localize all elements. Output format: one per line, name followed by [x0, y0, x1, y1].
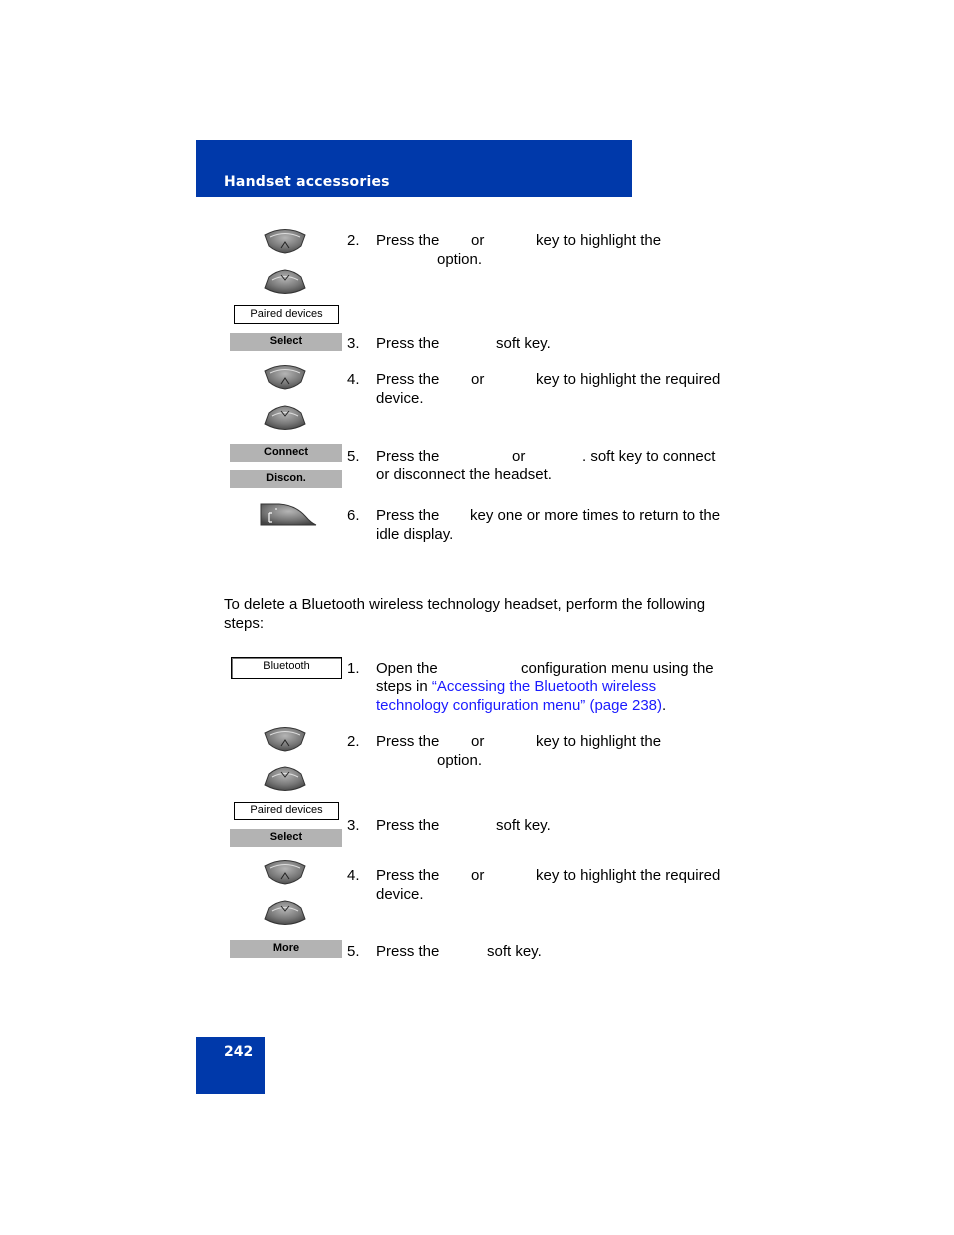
- step-text: Press the: [376, 817, 440, 834]
- nav-down-key-icon: [263, 403, 307, 433]
- step-number: 1.: [347, 660, 360, 677]
- discon-softkey: Discon.: [230, 470, 342, 488]
- step-text: or: [471, 232, 485, 249]
- step-text: key to highlight the required: [536, 371, 721, 388]
- step-text: key to highlight the: [536, 733, 662, 750]
- step-text-prefix: steps in: [376, 678, 432, 695]
- step-text: key one or more times to return to the: [470, 507, 721, 524]
- connect-softkey: Connect: [230, 444, 342, 462]
- step-text: . soft key to connect: [582, 448, 716, 465]
- nav-up-key-icon: [263, 726, 307, 756]
- nav-down-key-icon: [263, 267, 307, 297]
- page-number: 242: [224, 1044, 254, 1060]
- step-number: 5.: [347, 943, 360, 960]
- section-title: Handset accessories: [224, 174, 390, 190]
- end-call-key-icon: [259, 502, 317, 532]
- nav-down-key-icon: [263, 764, 307, 794]
- select-softkey: Select: [230, 333, 342, 351]
- step-number: 4.: [347, 867, 360, 884]
- step-number: 2.: [347, 232, 360, 249]
- nav-up-key-icon: [263, 859, 307, 889]
- step-text: or disconnect the headset.: [376, 466, 552, 483]
- step-text: option.: [437, 251, 483, 268]
- step-text: soft key.: [487, 943, 542, 960]
- step-text: or: [471, 733, 485, 750]
- nav-down-key-icon: [263, 898, 307, 928]
- more-softkey: More: [230, 940, 342, 958]
- step-text: Open the: [376, 660, 438, 677]
- step-text: soft key.: [496, 335, 551, 352]
- step-text: Press the: [376, 507, 440, 524]
- step-text: soft key.: [496, 817, 551, 834]
- step-text: device.: [376, 886, 424, 903]
- cross-reference-link[interactable]: technology configuration menu” (page 238): [376, 697, 663, 714]
- step-text: Press the: [376, 867, 440, 884]
- step-number: 3.: [347, 335, 360, 352]
- screen-paired-devices: Paired devices: [234, 802, 339, 820]
- step-text: Press the: [376, 232, 440, 249]
- step-text-suffix: .: [662, 697, 667, 714]
- intro-text: To delete a Bluetooth wireless technology headset, perform the following: [224, 596, 706, 613]
- screen-bluetooth: Bluetooth: [231, 657, 342, 679]
- step-number: 3.: [347, 817, 360, 834]
- step-text: Press the: [376, 448, 440, 465]
- screen-paired-devices: Paired devices: [234, 305, 339, 324]
- step-text: Press the: [376, 371, 440, 388]
- step-text: option.: [437, 752, 483, 769]
- nav-up-key-icon: [263, 364, 307, 394]
- intro-text: steps:: [224, 615, 265, 632]
- step-number: 6.: [347, 507, 360, 524]
- step-text: key to highlight the required: [536, 867, 721, 884]
- nav-up-key-icon: [263, 228, 307, 258]
- step-text: [376, 696, 666, 715]
- step-text: idle display.: [376, 526, 454, 543]
- step-text: Press the: [376, 943, 440, 960]
- step-text: key to highlight the: [536, 232, 662, 249]
- step-text: Press the: [376, 335, 440, 352]
- step-number: 5.: [347, 448, 360, 465]
- step-text: or: [512, 448, 526, 465]
- step-text: device.: [376, 390, 424, 407]
- step-text: [376, 677, 656, 696]
- step-text: Press the: [376, 733, 440, 750]
- step-text: configuration menu using the: [521, 660, 714, 677]
- cross-reference-link[interactable]: “Accessing the Bluetooth wireless: [431, 678, 657, 695]
- step-number: 4.: [347, 371, 360, 388]
- step-text: or: [471, 867, 485, 884]
- step-text: or: [471, 371, 485, 388]
- select-softkey: Select: [230, 829, 342, 847]
- step-number: 2.: [347, 733, 360, 750]
